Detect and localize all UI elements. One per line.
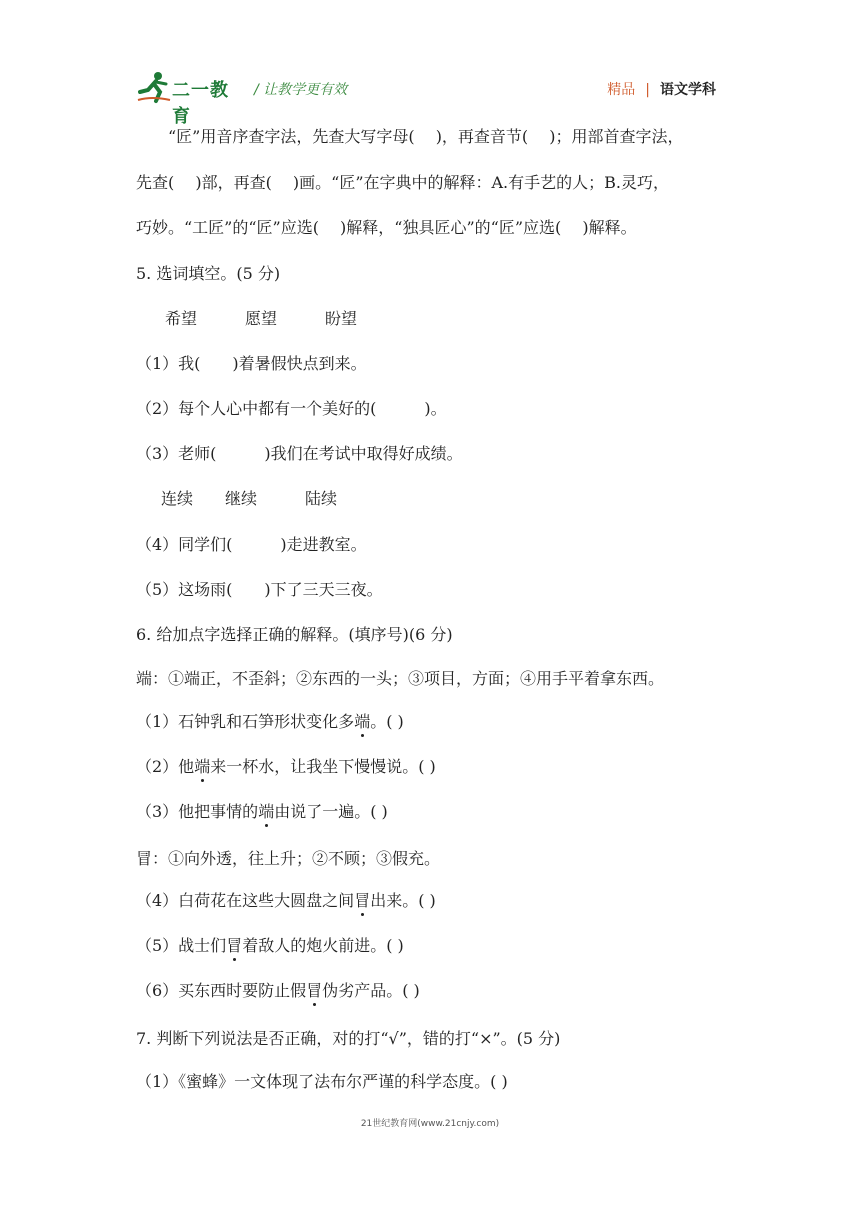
question-item: （5）这场雨( )下了三天三夜。	[136, 580, 383, 599]
brand-name: 二一教育	[172, 80, 229, 127]
question-item: （4）白荷花在这些大圆盘之间冒出来。( )	[136, 891, 436, 910]
definition-line: 端：①端正，不歪斜；②东西的一头；③项目，方面；④用手平着拿东西。	[136, 669, 665, 688]
question-item: （1）石钟乳和石笋形状变化多端。( )	[136, 712, 404, 731]
question-item: （2）他端来一杯水，让我坐下慢慢说。( )	[136, 757, 436, 776]
question-heading: 7. 判断下列说法是否正确，对的打“√”，错的打“×”。(5 分)	[136, 1029, 561, 1048]
header-right	[607, 79, 716, 99]
word-options: 连续 继续 陆续	[161, 489, 338, 508]
page-footer: 21世纪教育网(www.21cnjy.com)	[360, 1119, 500, 1129]
question-item: （3）他把事情的端由说了一遍。( )	[136, 802, 388, 821]
logo	[136, 70, 246, 127]
dotted-char: 冒	[226, 936, 243, 955]
dotted-char: 端	[354, 712, 371, 731]
quality-label: 精品	[607, 82, 636, 98]
dotted-char: 端	[194, 757, 211, 776]
text-line: “匠”用音序查字法，先查大写字母( )，再查音节( )；用部首查字法，	[168, 127, 684, 146]
dotted-char: 冒	[306, 981, 323, 1000]
subject-label: 语文学科	[660, 82, 716, 98]
runner-logo-icon	[136, 70, 172, 104]
dotted-char: 端	[258, 802, 275, 821]
word-options: 希望 愿望 盼望	[165, 309, 358, 328]
question-item: （1）《蜜蜂》一文体现了法布尔严谨的科学态度。( )	[136, 1072, 508, 1091]
question-item: （4）同学们( )走进教室。	[136, 535, 367, 554]
text-line: 先查( )部，再查( )画。“匠”在字典中的解释：A.有手艺的人；B.灵巧，	[136, 173, 669, 192]
question-item: （3）老师( )我们在考试中取得好成绩。	[136, 444, 463, 463]
dotted-char: 冒	[354, 891, 371, 910]
question-item: （5）战士们冒着敌人的炮火前进。( )	[136, 936, 404, 955]
header-separator: |	[645, 82, 650, 98]
definition-line: 冒：①向外透，往上升；②不顾；③假充。	[136, 849, 441, 868]
slogan: / 让教学更有效	[254, 82, 348, 98]
question-item: （2）每个人心中都有一个美好的( )。	[136, 399, 447, 418]
text-line: 巧妙。“工匠”的“匠”应选( )解释，“独具匠心”的“匠”应选( )解释。	[136, 218, 637, 237]
page-header	[136, 70, 736, 127]
question-item: （6）买东西时要防止假冒伪劣产品。( )	[136, 981, 420, 1000]
question-heading: 6. 给加点字选择正确的解释。(填序号)(6 分)	[136, 625, 453, 644]
question-item: （1）我( )着暑假快点到来。	[136, 354, 367, 373]
question-heading: 5. 选词填空。(5 分)	[136, 264, 281, 283]
